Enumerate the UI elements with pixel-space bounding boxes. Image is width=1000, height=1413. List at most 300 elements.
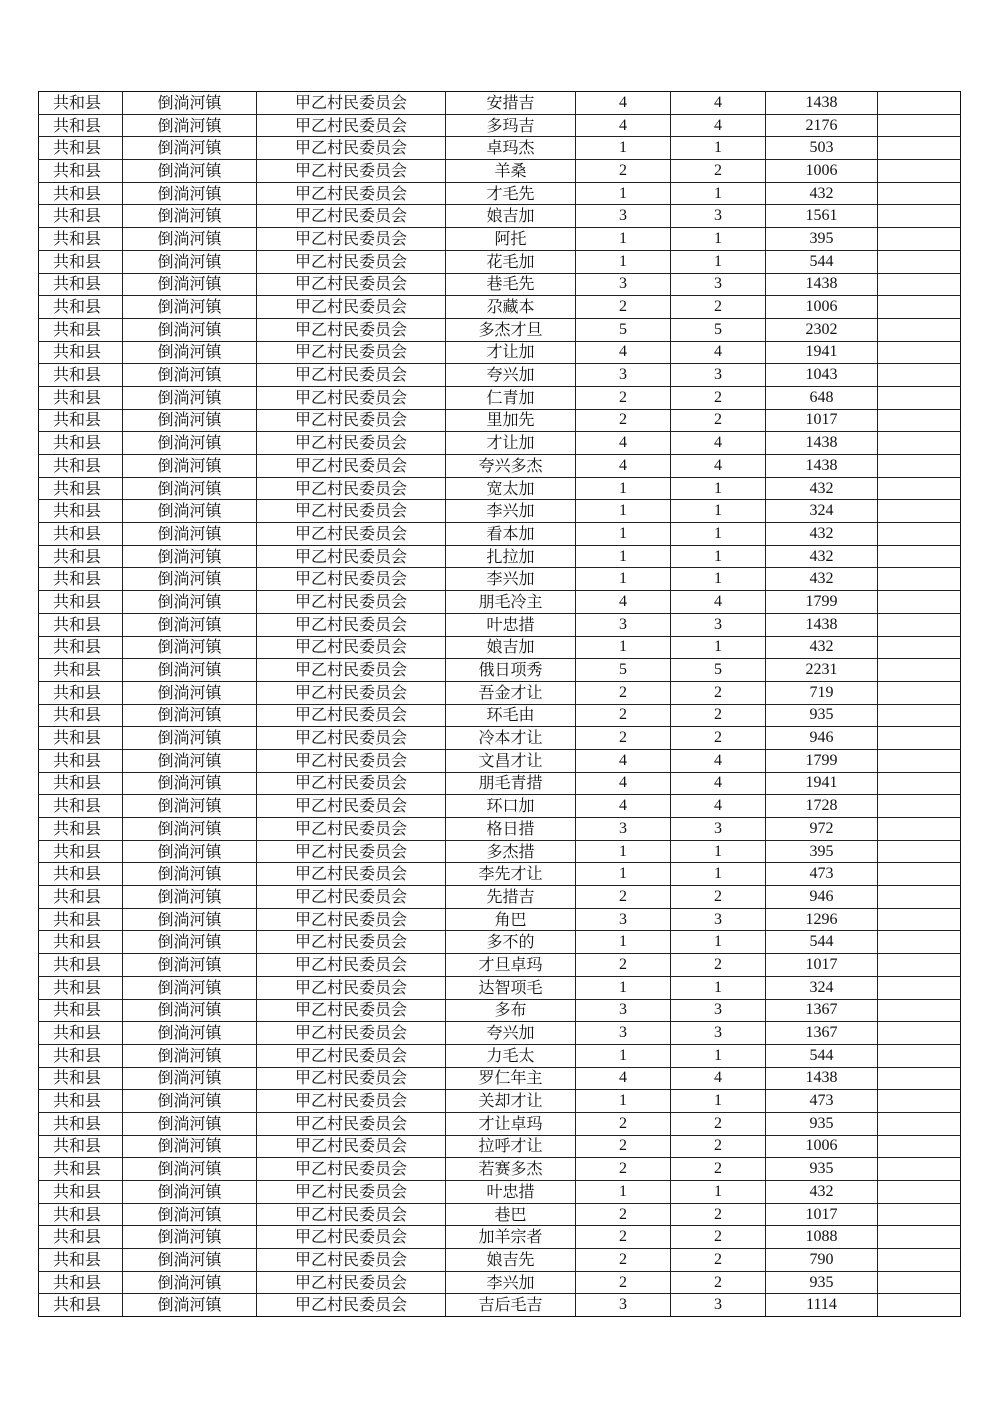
- table-row: [39, 704, 961, 727]
- cell-village: 甲乙村民委员会: [257, 250, 446, 273]
- cell-village: 甲乙村民委员会: [257, 681, 446, 704]
- cell-town: 倒淌河镇: [123, 477, 257, 500]
- cell-village: 甲乙村民委员会: [257, 500, 446, 523]
- cell-note: [878, 613, 961, 636]
- cell-amount: 946: [766, 727, 878, 750]
- cell-town: 倒淌河镇: [123, 681, 257, 704]
- cell-count-b: 2: [671, 1112, 766, 1135]
- cell-county: 共和县: [39, 182, 123, 205]
- cell-count-b: 2: [671, 727, 766, 750]
- cell-count-a: 1: [576, 863, 671, 886]
- cell-count-a: 1: [576, 137, 671, 160]
- cell-note: [878, 591, 961, 614]
- cell-amount: 972: [766, 818, 878, 841]
- table-row: [39, 409, 961, 432]
- cell-county: 共和县: [39, 92, 123, 115]
- cell-county: 共和县: [39, 749, 123, 772]
- cell-name: 若赛多杰: [446, 1158, 576, 1181]
- cell-name: 宽太加: [446, 477, 576, 500]
- cell-amount: 1941: [766, 772, 878, 795]
- cell-amount: 2176: [766, 114, 878, 137]
- cell-name: 才让加: [446, 341, 576, 364]
- cell-note: [878, 1090, 961, 1113]
- cell-note: [878, 409, 961, 432]
- cell-amount: 1438: [766, 273, 878, 296]
- cell-county: 共和县: [39, 1294, 123, 1317]
- cell-town: 倒淌河镇: [123, 455, 257, 478]
- cell-count-a: 2: [576, 1271, 671, 1294]
- cell-count-a: 2: [576, 160, 671, 183]
- data-table: [38, 91, 961, 1317]
- table-row: [39, 1112, 961, 1135]
- cell-count-b: 4: [671, 341, 766, 364]
- cell-note: [878, 545, 961, 568]
- cell-village: 甲乙村民委员会: [257, 92, 446, 115]
- cell-town: 倒淌河镇: [123, 1158, 257, 1181]
- cell-amount: 935: [766, 1271, 878, 1294]
- cell-town: 倒淌河镇: [123, 1022, 257, 1045]
- cell-village: 甲乙村民委员会: [257, 591, 446, 614]
- cell-name: 多杰才旦: [446, 318, 576, 341]
- cell-county: 共和县: [39, 1112, 123, 1135]
- cell-count-a: 2: [576, 954, 671, 977]
- cell-town: 倒淌河镇: [123, 704, 257, 727]
- table-body: [39, 92, 961, 1317]
- cell-town: 倒淌河镇: [123, 818, 257, 841]
- cell-village: 甲乙村民委员会: [257, 931, 446, 954]
- cell-county: 共和县: [39, 568, 123, 591]
- cell-note: [878, 1203, 961, 1226]
- cell-county: 共和县: [39, 477, 123, 500]
- cell-note: [878, 477, 961, 500]
- cell-count-b: 2: [671, 1135, 766, 1158]
- cell-village: 甲乙村民委员会: [257, 636, 446, 659]
- cell-town: 倒淌河镇: [123, 364, 257, 387]
- cell-town: 倒淌河镇: [123, 137, 257, 160]
- cell-count-a: 4: [576, 1067, 671, 1090]
- cell-name: 关却才让: [446, 1090, 576, 1113]
- cell-count-a: 1: [576, 1044, 671, 1067]
- cell-village: 甲乙村民委员会: [257, 114, 446, 137]
- cell-count-a: 1: [576, 840, 671, 863]
- cell-town: 倒淌河镇: [123, 386, 257, 409]
- table-row: [39, 636, 961, 659]
- cell-village: 甲乙村民委员会: [257, 296, 446, 319]
- cell-note: [878, 1226, 961, 1249]
- cell-name: 李兴加: [446, 568, 576, 591]
- table-row: [39, 999, 961, 1022]
- cell-town: 倒淌河镇: [123, 500, 257, 523]
- cell-note: [878, 432, 961, 455]
- cell-count-b: 3: [671, 205, 766, 228]
- table-row: [39, 1067, 961, 1090]
- cell-county: 共和县: [39, 613, 123, 636]
- cell-note: [878, 659, 961, 682]
- cell-amount: 1296: [766, 908, 878, 931]
- cell-count-a: 1: [576, 1181, 671, 1204]
- table-row: [39, 976, 961, 999]
- cell-town: 倒淌河镇: [123, 545, 257, 568]
- table-row: [39, 296, 961, 319]
- cell-village: 甲乙村民委员会: [257, 432, 446, 455]
- cell-village: 甲乙村民委员会: [257, 477, 446, 500]
- cell-town: 倒淌河镇: [123, 999, 257, 1022]
- cell-county: 共和县: [39, 681, 123, 704]
- cell-count-a: 2: [576, 1249, 671, 1272]
- cell-count-a: 4: [576, 455, 671, 478]
- cell-count-a: 1: [576, 545, 671, 568]
- cell-name: 拉呼才让: [446, 1135, 576, 1158]
- cell-village: 甲乙村民委员会: [257, 1135, 446, 1158]
- cell-town: 倒淌河镇: [123, 1203, 257, 1226]
- cell-county: 共和县: [39, 1044, 123, 1067]
- cell-count-a: 3: [576, 273, 671, 296]
- table-row: [39, 205, 961, 228]
- cell-amount: 432: [766, 568, 878, 591]
- cell-name: 巷巴: [446, 1203, 576, 1226]
- cell-count-b: 2: [671, 954, 766, 977]
- cell-town: 倒淌河镇: [123, 568, 257, 591]
- cell-amount: 1438: [766, 455, 878, 478]
- cell-count-b: 1: [671, 636, 766, 659]
- cell-amount: 544: [766, 1044, 878, 1067]
- cell-town: 倒淌河镇: [123, 432, 257, 455]
- cell-note: [878, 205, 961, 228]
- cell-town: 倒淌河镇: [123, 591, 257, 614]
- cell-village: 甲乙村民委员会: [257, 1158, 446, 1181]
- cell-name: 夸兴加: [446, 364, 576, 387]
- cell-count-a: 2: [576, 886, 671, 909]
- cell-note: [878, 795, 961, 818]
- cell-county: 共和县: [39, 114, 123, 137]
- cell-note: [878, 749, 961, 772]
- table-row: [39, 1249, 961, 1272]
- cell-count-b: 4: [671, 114, 766, 137]
- cell-county: 共和县: [39, 954, 123, 977]
- table-row: [39, 386, 961, 409]
- cell-name: 才让卓玛: [446, 1112, 576, 1135]
- cell-village: 甲乙村民委员会: [257, 954, 446, 977]
- cell-name: 才毛先: [446, 182, 576, 205]
- cell-county: 共和县: [39, 636, 123, 659]
- cell-village: 甲乙村民委员会: [257, 1249, 446, 1272]
- cell-amount: 395: [766, 228, 878, 251]
- cell-amount: 935: [766, 1112, 878, 1135]
- table-row: [39, 341, 961, 364]
- cell-amount: 946: [766, 886, 878, 909]
- cell-town: 倒淌河镇: [123, 273, 257, 296]
- cell-name: 李兴加: [446, 500, 576, 523]
- cell-village: 甲乙村民委员会: [257, 749, 446, 772]
- cell-county: 共和县: [39, 1226, 123, 1249]
- cell-note: [878, 500, 961, 523]
- cell-name: 达智项毛: [446, 976, 576, 999]
- cell-name: 力毛太: [446, 1044, 576, 1067]
- table-row: [39, 681, 961, 704]
- cell-count-a: 1: [576, 523, 671, 546]
- cell-count-a: 1: [576, 931, 671, 954]
- cell-amount: 432: [766, 182, 878, 205]
- cell-amount: 719: [766, 681, 878, 704]
- table-row: [39, 1044, 961, 1067]
- cell-count-b: 5: [671, 318, 766, 341]
- cell-village: 甲乙村民委员会: [257, 1181, 446, 1204]
- cell-name: 文昌才让: [446, 749, 576, 772]
- cell-count-a: 5: [576, 318, 671, 341]
- cell-name: 花毛加: [446, 250, 576, 273]
- cell-count-b: 3: [671, 818, 766, 841]
- cell-count-a: 4: [576, 749, 671, 772]
- cell-note: [878, 160, 961, 183]
- cell-amount: 1367: [766, 999, 878, 1022]
- cell-count-a: 2: [576, 409, 671, 432]
- cell-name: 羊桑: [446, 160, 576, 183]
- cell-amount: 473: [766, 863, 878, 886]
- cell-county: 共和县: [39, 1067, 123, 1090]
- cell-count-a: 4: [576, 591, 671, 614]
- cell-village: 甲乙村民委员会: [257, 545, 446, 568]
- cell-town: 倒淌河镇: [123, 976, 257, 999]
- cell-town: 倒淌河镇: [123, 908, 257, 931]
- cell-count-b: 3: [671, 364, 766, 387]
- cell-count-a: 1: [576, 500, 671, 523]
- cell-village: 甲乙村民委员会: [257, 341, 446, 364]
- cell-amount: 648: [766, 386, 878, 409]
- cell-name: 安措吉: [446, 92, 576, 115]
- cell-county: 共和县: [39, 704, 123, 727]
- cell-note: [878, 296, 961, 319]
- cell-town: 倒淌河镇: [123, 954, 257, 977]
- table-row: [39, 1226, 961, 1249]
- cell-count-a: 1: [576, 250, 671, 273]
- cell-town: 倒淌河镇: [123, 1112, 257, 1135]
- cell-note: [878, 228, 961, 251]
- cell-town: 倒淌河镇: [123, 931, 257, 954]
- cell-village: 甲乙村民委员会: [257, 795, 446, 818]
- cell-village: 甲乙村民委员会: [257, 727, 446, 750]
- cell-amount: 473: [766, 1090, 878, 1113]
- cell-note: [878, 568, 961, 591]
- cell-village: 甲乙村民委员会: [257, 1112, 446, 1135]
- cell-village: 甲乙村民委员会: [257, 1226, 446, 1249]
- cell-village: 甲乙村民委员会: [257, 160, 446, 183]
- cell-note: [878, 818, 961, 841]
- cell-count-b: 2: [671, 1271, 766, 1294]
- cell-county: 共和县: [39, 160, 123, 183]
- cell-count-a: 3: [576, 364, 671, 387]
- cell-count-b: 1: [671, 976, 766, 999]
- cell-name: 才旦卓玛: [446, 954, 576, 977]
- cell-count-b: 1: [671, 863, 766, 886]
- cell-county: 共和县: [39, 523, 123, 546]
- cell-note: [878, 1271, 961, 1294]
- cell-town: 倒淌河镇: [123, 296, 257, 319]
- cell-count-a: 1: [576, 568, 671, 591]
- cell-count-b: 2: [671, 160, 766, 183]
- cell-town: 倒淌河镇: [123, 863, 257, 886]
- table-row: [39, 818, 961, 841]
- cell-town: 倒淌河镇: [123, 636, 257, 659]
- cell-amount: 2231: [766, 659, 878, 682]
- cell-county: 共和县: [39, 1203, 123, 1226]
- cell-name: 吉后毛吉: [446, 1294, 576, 1317]
- cell-count-b: 4: [671, 432, 766, 455]
- cell-count-b: 2: [671, 886, 766, 909]
- cell-name: 才让加: [446, 432, 576, 455]
- cell-count-b: 4: [671, 772, 766, 795]
- cell-count-b: 1: [671, 1044, 766, 1067]
- cell-town: 倒淌河镇: [123, 749, 257, 772]
- cell-county: 共和县: [39, 500, 123, 523]
- cell-note: [878, 1022, 961, 1045]
- cell-village: 甲乙村民委员会: [257, 1067, 446, 1090]
- cell-count-b: 1: [671, 931, 766, 954]
- cell-count-b: 1: [671, 477, 766, 500]
- cell-county: 共和县: [39, 818, 123, 841]
- cell-count-b: 2: [671, 1158, 766, 1181]
- cell-name: 巷毛先: [446, 273, 576, 296]
- table-row: [39, 591, 961, 614]
- cell-count-a: 3: [576, 205, 671, 228]
- cell-county: 共和县: [39, 1181, 123, 1204]
- cell-note: [878, 772, 961, 795]
- cell-count-b: 2: [671, 1226, 766, 1249]
- cell-county: 共和县: [39, 1135, 123, 1158]
- cell-amount: 503: [766, 137, 878, 160]
- cell-name: 罗仁年主: [446, 1067, 576, 1090]
- cell-note: [878, 318, 961, 341]
- cell-town: 倒淌河镇: [123, 1294, 257, 1317]
- cell-amount: 1941: [766, 341, 878, 364]
- cell-village: 甲乙村民委员会: [257, 704, 446, 727]
- cell-count-b: 2: [671, 681, 766, 704]
- cell-amount: 1438: [766, 432, 878, 455]
- table-row: [39, 886, 961, 909]
- cell-count-b: 2: [671, 409, 766, 432]
- cell-town: 倒淌河镇: [123, 205, 257, 228]
- cell-count-b: 4: [671, 749, 766, 772]
- cell-count-b: 1: [671, 523, 766, 546]
- cell-count-a: 4: [576, 92, 671, 115]
- cell-name: 加羊宗者: [446, 1226, 576, 1249]
- cell-note: [878, 1294, 961, 1317]
- table-row: [39, 364, 961, 387]
- cell-note: [878, 840, 961, 863]
- cell-amount: 790: [766, 1249, 878, 1272]
- cell-name: 角巴: [446, 908, 576, 931]
- cell-village: 甲乙村民委员会: [257, 840, 446, 863]
- table-row: [39, 1203, 961, 1226]
- cell-county: 共和县: [39, 976, 123, 999]
- cell-name: 俄日项秀: [446, 659, 576, 682]
- table-row: [39, 318, 961, 341]
- cell-county: 共和县: [39, 318, 123, 341]
- cell-note: [878, 273, 961, 296]
- cell-note: [878, 364, 961, 387]
- cell-village: 甲乙村民委员会: [257, 228, 446, 251]
- cell-town: 倒淌河镇: [123, 1249, 257, 1272]
- cell-count-b: 3: [671, 613, 766, 636]
- cell-town: 倒淌河镇: [123, 772, 257, 795]
- cell-amount: 1728: [766, 795, 878, 818]
- cell-count-b: 3: [671, 999, 766, 1022]
- cell-village: 甲乙村民委员会: [257, 318, 446, 341]
- cell-name: 夸兴多杰: [446, 455, 576, 478]
- table-row: [39, 659, 961, 682]
- cell-amount: 1114: [766, 1294, 878, 1317]
- cell-town: 倒淌河镇: [123, 409, 257, 432]
- cell-village: 甲乙村民委员会: [257, 386, 446, 409]
- table-row: [39, 931, 961, 954]
- cell-count-b: 1: [671, 1090, 766, 1113]
- cell-count-a: 1: [576, 228, 671, 251]
- cell-note: [878, 863, 961, 886]
- cell-name: 李兴加: [446, 1271, 576, 1294]
- cell-amount: 1561: [766, 205, 878, 228]
- cell-note: [878, 1158, 961, 1181]
- cell-county: 共和县: [39, 1158, 123, 1181]
- cell-count-a: 2: [576, 704, 671, 727]
- table-row: [39, 273, 961, 296]
- cell-town: 倒淌河镇: [123, 886, 257, 909]
- cell-amount: 1006: [766, 296, 878, 319]
- table-row: [39, 545, 961, 568]
- cell-count-b: 2: [671, 296, 766, 319]
- cell-county: 共和县: [39, 840, 123, 863]
- cell-count-a: 2: [576, 681, 671, 704]
- cell-county: 共和县: [39, 250, 123, 273]
- cell-town: 倒淌河镇: [123, 1135, 257, 1158]
- cell-note: [878, 681, 961, 704]
- cell-name: 娘吉加: [446, 205, 576, 228]
- cell-note: [878, 976, 961, 999]
- cell-count-b: 3: [671, 273, 766, 296]
- cell-amount: 432: [766, 477, 878, 500]
- cell-county: 共和县: [39, 545, 123, 568]
- cell-county: 共和县: [39, 908, 123, 931]
- cell-count-b: 1: [671, 182, 766, 205]
- cell-note: [878, 954, 961, 977]
- cell-note: [878, 137, 961, 160]
- cell-count-b: 1: [671, 840, 766, 863]
- cell-count-a: 4: [576, 795, 671, 818]
- cell-village: 甲乙村民委员会: [257, 1271, 446, 1294]
- cell-town: 倒淌河镇: [123, 613, 257, 636]
- cell-note: [878, 341, 961, 364]
- cell-name: 多玛吉: [446, 114, 576, 137]
- cell-town: 倒淌河镇: [123, 1044, 257, 1067]
- cell-name: 格日措: [446, 818, 576, 841]
- cell-name: 卓玛杰: [446, 137, 576, 160]
- cell-county: 共和县: [39, 341, 123, 364]
- cell-village: 甲乙村民委员会: [257, 137, 446, 160]
- table-row: [39, 160, 961, 183]
- cell-note: [878, 727, 961, 750]
- cell-count-a: 1: [576, 477, 671, 500]
- cell-county: 共和县: [39, 886, 123, 909]
- cell-count-b: 1: [671, 568, 766, 591]
- table-row: [39, 1022, 961, 1045]
- cell-amount: 1799: [766, 749, 878, 772]
- cell-village: 甲乙村民委员会: [257, 772, 446, 795]
- cell-village: 甲乙村民委员会: [257, 1294, 446, 1317]
- cell-village: 甲乙村民委员会: [257, 818, 446, 841]
- table-row: [39, 1294, 961, 1317]
- cell-town: 倒淌河镇: [123, 250, 257, 273]
- cell-note: [878, 636, 961, 659]
- cell-count-a: 4: [576, 114, 671, 137]
- table-row: [39, 500, 961, 523]
